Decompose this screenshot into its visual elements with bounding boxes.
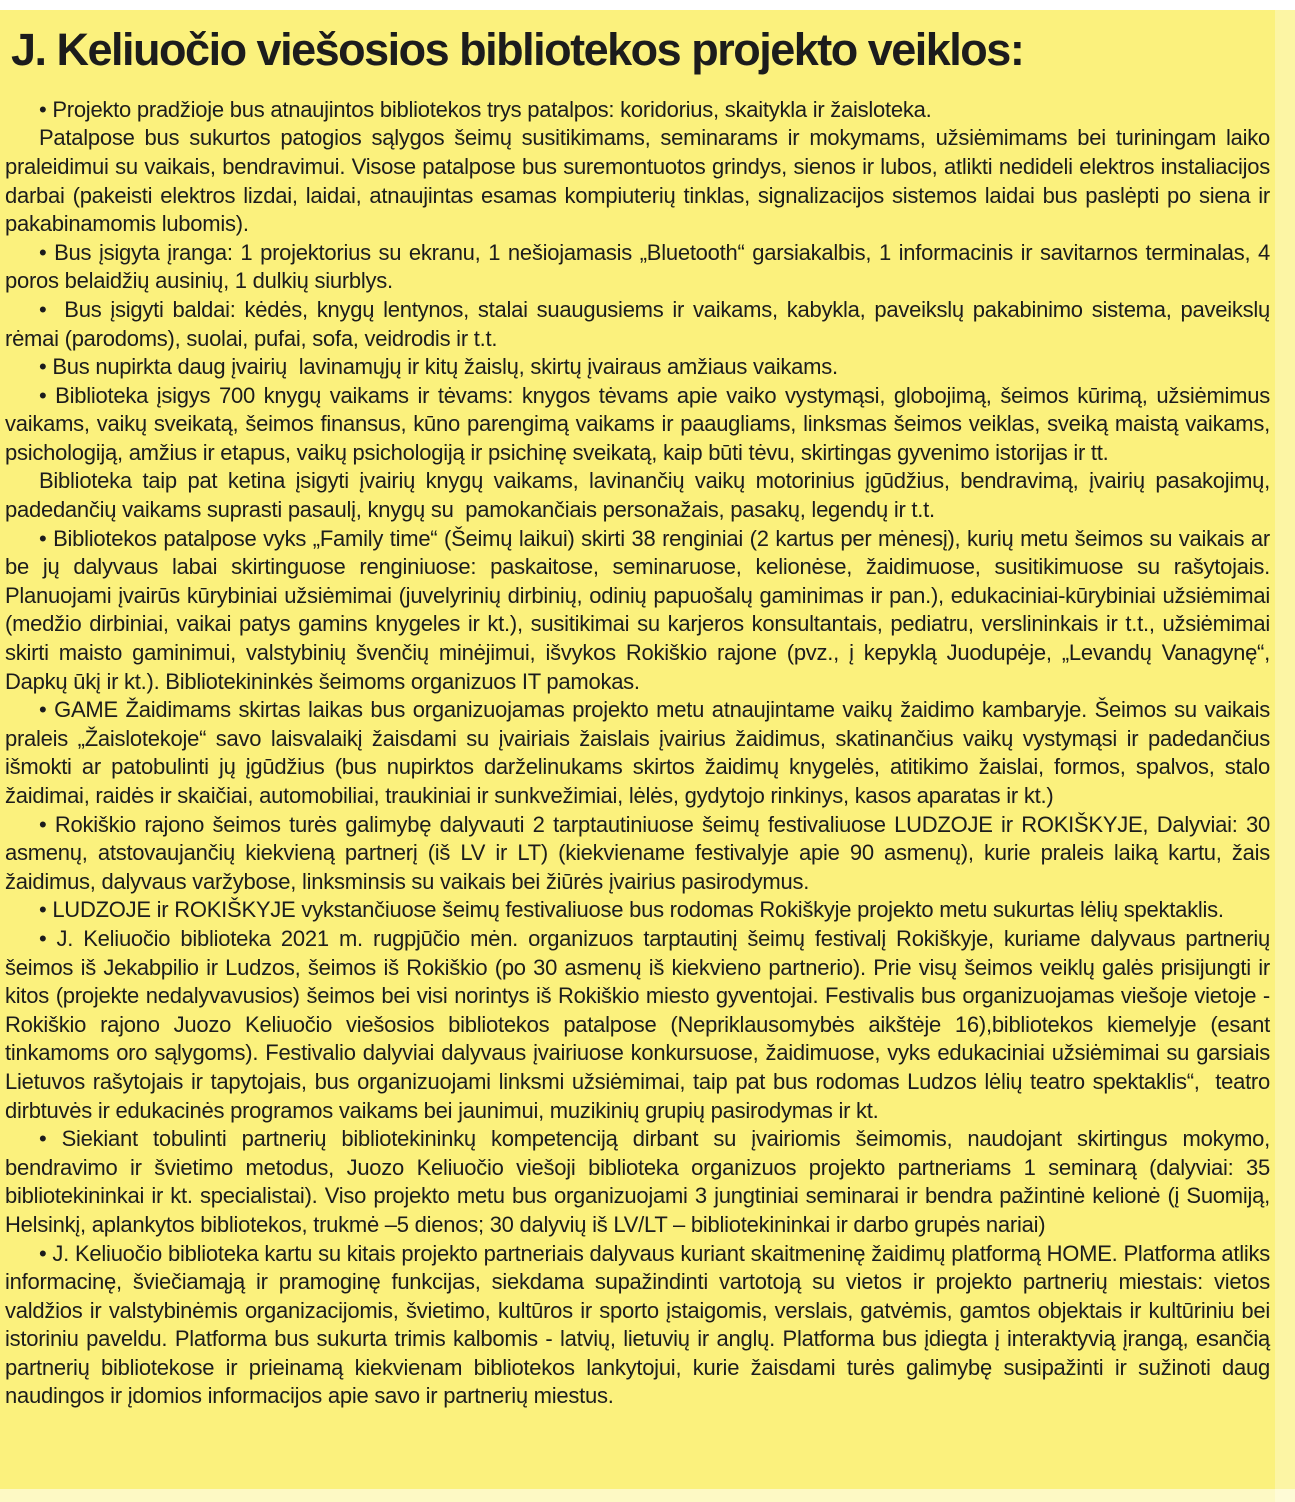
paragraph: • J. Keliuočio biblioteka 2021 m. rugpjūčio mėn. organizuos tarptautinį šeimų festivalį Rokiškyje, kuriame dalyvaus partnerių šeimos iš Jekabpilio ir Ludzos, šeimos iš Rokiškio (po 30 asmenų iš kiekvieno partnerio). Prie visų šeimos veiklų galės prisijungti ir kitos (projekte nedalyvavusios) šeimos bei visi norintys iš Rokiškio miesto gyventojai. Festivalis bus organizuojamas viešoje vietoje - Rokiškio rajono Juozo Keliuočio viešosios bibliotekos patalpose (Nepriklausomybės aikštėje 16),bibliotekos kiemelyje (esant tinkamoms oro sąlygoms). Festivalio dalyviai dalyvaus įvairiuose konkursuose, žaidimuose, vyks edukaciniai užsiėmimai su garsiais Lietuvos rašytojais ir tapytojais, bus organizuojami linksmi užsiėmimai, taip pat bus rodomas Ludzos lėlių teatro spektaklis“, teatro dirbtuvės ir edukacinės programos vaikams bei jaunimui, muzikinių grupių pasirodymas ir kt. <box>5 925 1276 1123</box>
paragraph: • Bibliotekos patalpose vyks „Family time“ (Šeimų laikui) skirti 38 renginiai (2 kartus per mėnesį), kurių metu šeimos su vaikais ar be jų dalyvaus labai skirtinguose renginiuose: paskaitose, seminaruose, kelionėse, žaidimuose, susitikimuose su rašytojais. Planuojami įvairūs kūrybiniai užsiėmimai (juvelyrinių dirbinių, odinių papuošalų gaminimas ir pan.), edukaciniai-kūrybiniai užsiėmimai (medžio dirbiniai, vaikai patys gamins knygeles ir kt.), susitikimai su karjeros konsultantais, pediatru, verslininkais ir t.t., užsiėmimai skirti maisto gaminimui, valstybinių švenčių minėjimui, išvykos Rokiškio rajone (pvz., į kepyklą Juodupėje, „Levandų Vanagynę“, Dapkų ūkį ir kt.). Bibliotekininkės šeimoms organizuos IT pamokas. <box>5 525 1276 694</box>
paragraph: • Siekiant tobulinti partnerių bibliotekininkų kompetenciją dirbant su įvairiomis šeimomis, naudojant skirtingus mokymo, bendravimo ir švietimo metodus, Juozo Keliuočio viešoji biblioteka organizuos projekto partneriams 1 seminarą (dalyviai: 35 bibliotekininkai ir kt. specialistai). Viso projekto metu bus organizuojami 3 jungtiniai seminarai ir bendra pažintinė kelionė (į Suomiją, Helsinkį, aplankytos bibliotekos, trukmė –5 dienos; 30 dalyvių iš LV/LT – bibliotekininkai ir darbo grupės nariai) <box>5 1126 1276 1237</box>
sheet-bottom-edge-highlight <box>0 1489 1295 1502</box>
paragraph: • Biblioteka įsigys 700 knygų vaikams ir tėvams: knygos tėvams apie vaiko vystymąsi, globojimą, šeimos kūrimą, užsiėmimus vaikams, vaikų sveikatą, šeimos finansus, kūno parengimą vaikams ir paaugliams, linksmas šeimos veiklas, sveiką maistą vaikams, psichologiją, amžius ir etapus, vaikų psichologiją ir psichinę sveikatą, kaip būti tėvu, skirtingas gyvenimo istorijas ir tt. <box>5 382 1276 465</box>
document-sheet <box>0 10 1295 1502</box>
document-content <box>0 10 1295 1411</box>
paragraph: • Projekto pradžioje bus atnaujintos bibliotekos trys patalpos: koridorius, skaitykla ir žaisloteka. <box>39 96 932 122</box>
paragraph: • Bus įsigyti baldai: kėdės, knygų lentynos, stalai suaugusiems ir vaikams, kabykla, paveikslų pakabinimo sistema, paveikslų rėmai (parodoms), suolai, pufai, sofa, veidrodis ir t.t. <box>5 296 1276 351</box>
paragraph: • Bus nupirkta daug įvairių lavinamųjų ir kitų žaislų, skirtų įvairaus amžiaus vaikams. <box>39 354 838 380</box>
paragraph: Patalpose bus sukurtos patogios sąlygos šeimų susitikimams, seminarams ir mokymams, užsiėmimams bei turiningam laiko praleidimui su vaikais, bendravimui. Visose patalpose bus suremontuotos grindys, sienos ir lubos, atlikti nedideli elektros instaliacijos darbai (pakeisti elektros lizdai, laidai, atnaujintas esamas kompiuterių tinklas, signalizacijos sistemos laidai bus paslėpti po siena ir pakabinamomis lubomis). <box>5 125 1276 237</box>
paragraph: • Rokiškio rajono šeimos turės galimybę dalyvauti 2 tarptautiniuose šeimų festivaliuose LUDZOJE ir ROKIŠKYJE, Dalyviai: 30 asmenų, atstovaujančių kiekvieną partnerį (iš LV ir LT) (kiekviename festivalyje apie 90 asmenų), kurie praleis laiką kartu, žais žaidimus, dalyvaus varžybose, linksminsis su vaikais bei žiūrės įvairius pasirodymus. <box>5 811 1276 894</box>
document-body <box>5 96 1276 1411</box>
paragraph: • Bus įsigyta įranga: 1 projektorius su ekranu, 1 nešiojamasis „Bluetooth“ garsiakalbis, 1 informacinis ir savitarnos terminalas, 4 poros belaidžių ausinių, 1 dulkių siurblys. <box>5 239 1276 294</box>
paragraph: • J. Keliuočio biblioteka kartu su kitais projekto partneriais dalyvaus kuriant skaitmeninę žaidimų platformą HOME. Platforma atliks informacinę, šviečiamąją ir pramoginę funkcijas, siekdama supažindinti vartotoją su vietos ir projekto partnerių miestais: vietos valdžios ir valstybinėmis organizacijomis, švietimo, kultūros ir sporto įstaigomis, verslais, gatvėmis, gamtos objektais ir kultūriniu bei istoriniu paveldu. Platforma bus sukurta trimis kalbomis - latvių, lietuvių ir anglų. Platforma bus įdiegta į interaktyvią įrangą, esančią partnerių bibliotekose ir prieinamą kiekvienam bibliotekos lankytojui, kurie žaisdami turės galimybę susipažinti ir sužinoti daug naudingos ir įdomios informacijos apie savo ir partnerių miestus. <box>5 1240 1276 1409</box>
page-title: J. Keliuočio viešosios bibliotekos projekto veiklos: <box>11 24 1024 75</box>
paragraph: • LUDZOJE ir ROKIŠKYJE vykstančiuose šeimų festivaliuose bus rodomas Rokiškyje projekto metu sukurtas lėlių spektaklis. <box>39 897 1224 923</box>
paragraph: Biblioteka taip pat ketina įsigyti įvairių knygų vaikams, lavinančių vaikų motorinius įgūdžius, bendravimą, įvairių pasakojimų, padedančių vaikams suprasti pasaulį, knygų su pamokančiais personažais, pasakų, legendų ir t.t. <box>5 468 1276 523</box>
paragraph: • GAME Žaidimams skirtas laikas bus organizuojamas projekto metu atnaujintame vaikų žaidimo kambaryje. Šeimos su vaikais praleis „Žaislotekoje“ savo laisvalaikį žaisdami su įvairiais žaislais įvairius žaidimus, skatinančius vaikų vystymąsi ir padedančius išmokti ar patobulinti jų įgūdžius (bus nupirktos darželinukams skirtos žaidimų knygelės, atitikimo žaislai, formos, spalvos, stalo žaidimai, raidės ir skaičiai, automobiliai, traukiniai ir sunkvežimiai, lėlės, gydytojo rinkinys, kasos aparatas ir kt.) <box>5 697 1276 808</box>
